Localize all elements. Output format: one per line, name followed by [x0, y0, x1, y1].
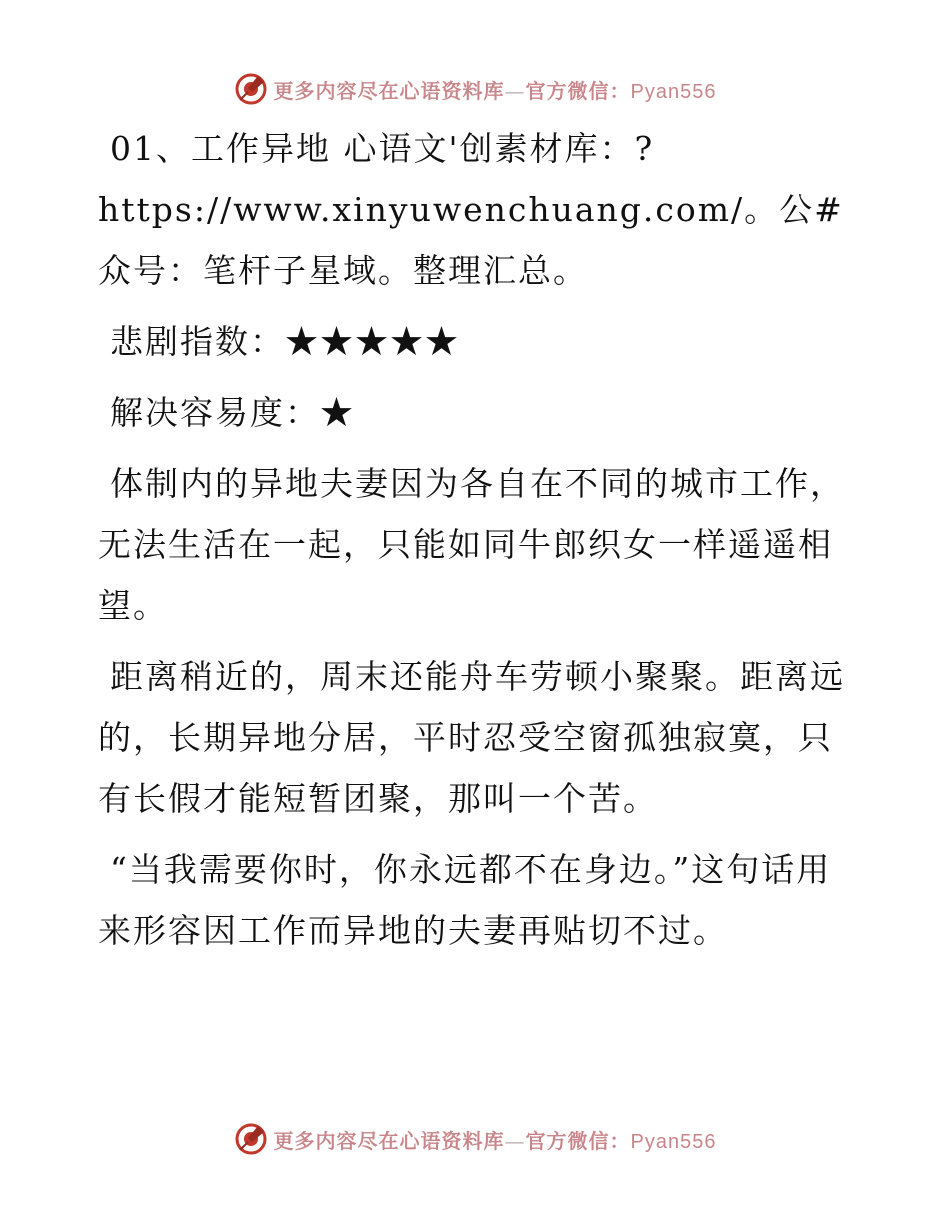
- paragraph: 体制内的异地夫妻因为各自在不同的城市工作，无法生活在一起，只能如同牛郎织女一样遥遥相望。: [98, 464, 845, 625]
- document-heading: 01、工作异地 心语文'创素材库：?https://www.xinyuwenchuang.com/。公#众号：笔杆子星域。整理汇总。: [98, 129, 844, 290]
- banner-separator: —: [504, 1128, 526, 1153]
- ease-index-stars: ★: [320, 393, 355, 432]
- banner-wechat-id: Pyan556: [630, 1130, 717, 1153]
- tragedy-index-line: [98, 311, 858, 372]
- header-banner: [0, 72, 950, 106]
- banner-wechat-id: Pyan556: [630, 80, 717, 103]
- tragedy-index-stars: ★★★★★: [285, 322, 460, 361]
- tragedy-index-label: 悲剧指数：: [110, 322, 285, 361]
- document-body: [98, 118, 858, 971]
- banner-title: 更多内容尽在心语资料库: [273, 1128, 505, 1153]
- feather-pen-logo-icon: [234, 1122, 268, 1156]
- paragraph: “当我需要你时，你永远都不在身边。”这句话用来形容因工作而异地的夫妻再贴切不过。: [98, 850, 832, 950]
- feather-pen-logo-icon: [234, 72, 268, 106]
- banner-wechat-label: 官方微信：: [525, 1128, 631, 1153]
- ease-index-label: 解决容易度：: [110, 393, 320, 432]
- ease-index-line: [98, 382, 858, 443]
- footer-banner: [0, 1122, 950, 1156]
- paragraph: 距离稍近的，周末还能舟车劳顿小聚聚。距离远的，长期异地分居，平时忍受空窗孤独寂寞，只有长假才能短暂团聚，那叫一个苦。: [98, 657, 845, 818]
- banner-wechat-label: 官方微信：: [525, 78, 631, 103]
- banner-title: 更多内容尽在心语资料库: [273, 78, 505, 103]
- banner-separator: —: [504, 78, 526, 103]
- banner-text: [274, 1125, 717, 1154]
- banner-text: [274, 75, 717, 104]
